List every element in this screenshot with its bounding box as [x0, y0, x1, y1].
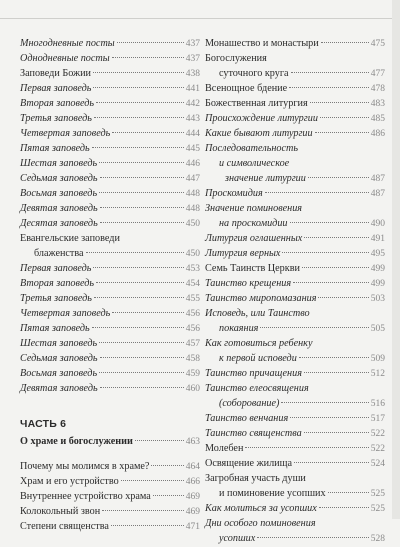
toc-entry-line1[interactable]: Исповедь, или Таинство	[205, 308, 310, 319]
toc-entry-line1[interactable]: Таинство елеосвящения	[205, 383, 309, 394]
toc-entry[interactable]: Многодневные посты 437	[20, 38, 200, 49]
toc-left-column	[20, 36, 200, 534]
part-label: ЧАСТЬ 6	[20, 418, 67, 430]
toc-entry[interactable]: Таинство венчания 517	[205, 413, 385, 424]
toc-entry[interactable]: и поминовение усопших 525	[219, 488, 385, 499]
toc-entry-beatitudes[interactable]: блаженства 450	[34, 248, 200, 259]
toc-entry[interactable]: Пятая заповедь 445	[20, 143, 200, 154]
book-spine-edge	[392, 0, 400, 519]
toc-entry-beatitudes-line1[interactable]: Евангельские заповеди	[20, 233, 120, 244]
toc-entry[interactable]: Почему мы молимся в храме? 464	[20, 461, 200, 472]
toc-entry[interactable]: Литургия оглашенных 491	[205, 233, 385, 244]
toc-entry-line1[interactable]: Богослужения	[205, 53, 267, 64]
toc-entry[interactable]: суточного круга 477	[219, 68, 385, 79]
header-rule	[0, 18, 392, 19]
toc-entry[interactable]: Третья заповедь 443	[20, 113, 200, 124]
toc-entry[interactable]: Восьмая заповедь 448	[20, 188, 200, 199]
toc-entry[interactable]: Восьмая заповедь 459	[20, 368, 200, 379]
toc-entry[interactable]: Семь Таинств Церкви 499	[205, 263, 385, 274]
toc-entry[interactable]: Шестая заповедь 446	[20, 158, 200, 169]
toc-entry[interactable]: Первая заповедь 441	[20, 83, 200, 94]
toc-entry[interactable]: на проскомидии 490	[219, 218, 385, 229]
toc-entry[interactable]: Внутреннее устройство храма 469	[20, 491, 200, 502]
toc-entry[interactable]: Таинство миропомазания 503	[205, 293, 385, 304]
toc-group-fasts-commandments	[20, 36, 200, 231]
toc-entry[interactable]: к первой исповеди 509	[219, 353, 385, 364]
toc-entry[interactable]: Всенощное бдение 478	[205, 83, 385, 94]
toc-group-temple	[20, 459, 200, 534]
toc-entry[interactable]: Молебен 522	[205, 443, 385, 454]
toc-entry-line2[interactable]: и символическое	[219, 158, 290, 169]
toc-entry[interactable]: Как молиться за усопших 525	[205, 503, 385, 514]
toc-entry[interactable]: Девятая заповедь 460	[20, 383, 200, 394]
toc-entry[interactable]: Шестая заповедь 457	[20, 338, 200, 349]
toc-entry[interactable]: Степени священства 471	[20, 521, 200, 532]
toc-entry[interactable]: покаяния 505	[219, 323, 385, 334]
toc-entry[interactable]: значение литургии 487	[225, 173, 385, 184]
toc-entry[interactable]: Вторая заповедь 454	[20, 278, 200, 289]
toc-entry-line1[interactable]: Дни особого поминовения	[205, 518, 316, 529]
toc-entry[interactable]: Монашество и монастыри 475	[205, 38, 385, 49]
toc-entry[interactable]: Заповеди Божии 438	[20, 68, 200, 79]
toc-entry[interactable]: Таинство причащения 512	[205, 368, 385, 379]
toc-entry[interactable]: Таинство священства 522	[205, 428, 385, 439]
toc-entry[interactable]: Десятая заповедь 450	[20, 218, 200, 229]
part-title-entry[interactable]: О храме и богослужении 463	[20, 436, 200, 447]
toc-entry[interactable]: Первая заповедь 453	[20, 263, 200, 274]
toc-entry[interactable]: Божественная литургия 483	[205, 98, 385, 109]
toc-entry[interactable]: Храм и его устройство 466	[20, 476, 200, 487]
toc-entry[interactable]: Проскомидия 487	[205, 188, 385, 199]
toc-group-beatitudes	[20, 261, 200, 396]
toc-entry[interactable]: Третья заповедь 455	[20, 293, 200, 304]
toc-entry[interactable]: Седьмая заповедь 447	[20, 173, 200, 184]
toc-entry[interactable]: Четвертая заповедь 444	[20, 128, 200, 139]
toc-entry[interactable]: Колокольный звон 469	[20, 506, 200, 517]
toc-entry-line1[interactable]: Последовательность	[205, 143, 298, 154]
toc-entry[interactable]: Происхождение литургии 485	[205, 113, 385, 124]
toc-entry[interactable]: Однодневные посты 437	[20, 53, 200, 64]
toc-entry-line1[interactable]: Значение поминовения	[205, 203, 303, 214]
toc-entry[interactable]: Седьмая заповедь 458	[20, 353, 200, 364]
toc-entry-line1[interactable]: Как готовиться ребенку	[205, 338, 313, 349]
toc-entry[interactable]: (соборование) 516	[219, 398, 385, 409]
toc-entry[interactable]: Четвертая заповедь 456	[20, 308, 200, 319]
toc-entry[interactable]: Литургия верных 495	[205, 248, 385, 259]
toc-entry-line1[interactable]: Загробная участь души	[205, 473, 306, 484]
toc-entry[interactable]: усопших 528	[219, 533, 385, 544]
toc-entry[interactable]: Вторая заповедь 442	[20, 98, 200, 109]
toc-entry[interactable]: Какие бывают литургии 486	[205, 128, 385, 139]
toc-entry[interactable]: Девятая заповедь 448	[20, 203, 200, 214]
toc-entry[interactable]: Пятая заповедь 456	[20, 323, 200, 334]
toc-right-column	[205, 36, 385, 546]
toc-entry[interactable]: Освящение жилища 524	[205, 458, 385, 469]
toc-entry[interactable]: Таинство крещения 499	[205, 278, 385, 289]
